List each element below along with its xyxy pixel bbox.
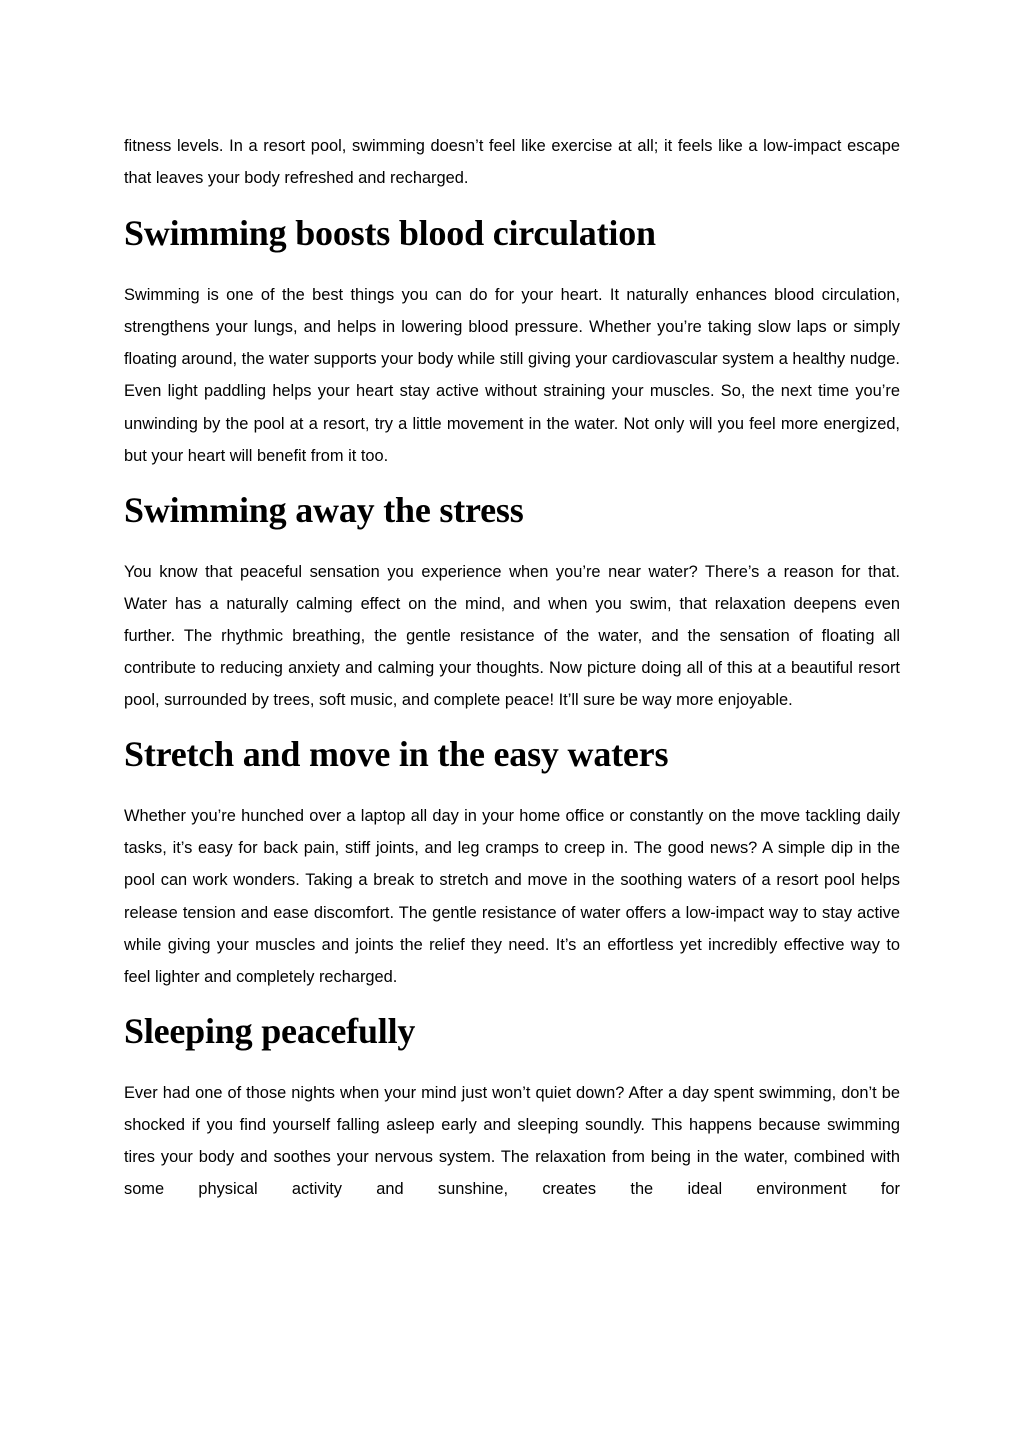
intro-paragraph: fitness levels. In a resort pool, swimming doesn’t feel like exercise at all; it feels like a low-impact escape that leaves your body refreshed and recharged. xyxy=(124,137,900,188)
section-body-circulation: Swimming is one of the best things you can do for your heart. It naturally enhances blood circulation, strengthens your lungs, and helps in lowering blood pressure. Whether you’re taking slow laps or simply floating around, the water supports your body while still giving your cardiovascular system a healthy nudge. Even light paddling helps your heart stay active without straining your muscles. So, the next time you’re unwinding by the pool at a resort, try a little movement in the water. Not only will you feel more energized, but your heart will benefit from it too. xyxy=(124,286,900,465)
section-heading-stress: Swimming away the stress xyxy=(124,489,524,530)
section-heading-sleep: Sleeping peacefully xyxy=(124,1010,416,1051)
section-heading-circulation: Swimming boosts blood circulation xyxy=(124,213,656,254)
section-body-sleep: Ever had one of those nights when your mind just won’t quiet down? After a day spent swimming, don’t be shocked if you find yourself falling asleep early and sleeping soundly. This happens because swimming tires your body and soothes your nervous system. The relaxation from being in the water, combined with some physical activity and sunshine, creates the ideal environment for xyxy=(124,1083,900,1199)
document-page xyxy=(124,130,900,1219)
section-body-stress: You know that peaceful sensation you experience when you’re near water? There’s a reason for that. Water has a naturally calming effect on the mind, and when you swim, that relaxation deepens even further. The rhythmic breathing, the gentle resistance of the water, and the sensation of floating all contribute to reducing anxiety and calming your thoughts. Now picture doing all of this at a beautiful resort pool, surrounded by trees, soft music, and complete peace! It’ll sure be way more enjoyable. xyxy=(124,562,900,710)
section-body-stretch: Whether you’re hunched over a laptop all day in your home office or constantly on the move tackling daily tasks, it’s easy for back pain, stiff joints, and leg cramps to creep in. The good news? A simple dip in the pool can work wonders. Taking a break to stretch and move in the soothing waters of a resort pool helps release tension and ease discomfort. The gentle resistance of water offers a low-impact way to stay active while giving your muscles and joints the relief they need. It’s an effortless yet incredibly effective way to feel lighter and completely recharged. xyxy=(124,807,900,986)
section-heading-stretch: Stretch and move in the easy waters xyxy=(124,734,669,775)
